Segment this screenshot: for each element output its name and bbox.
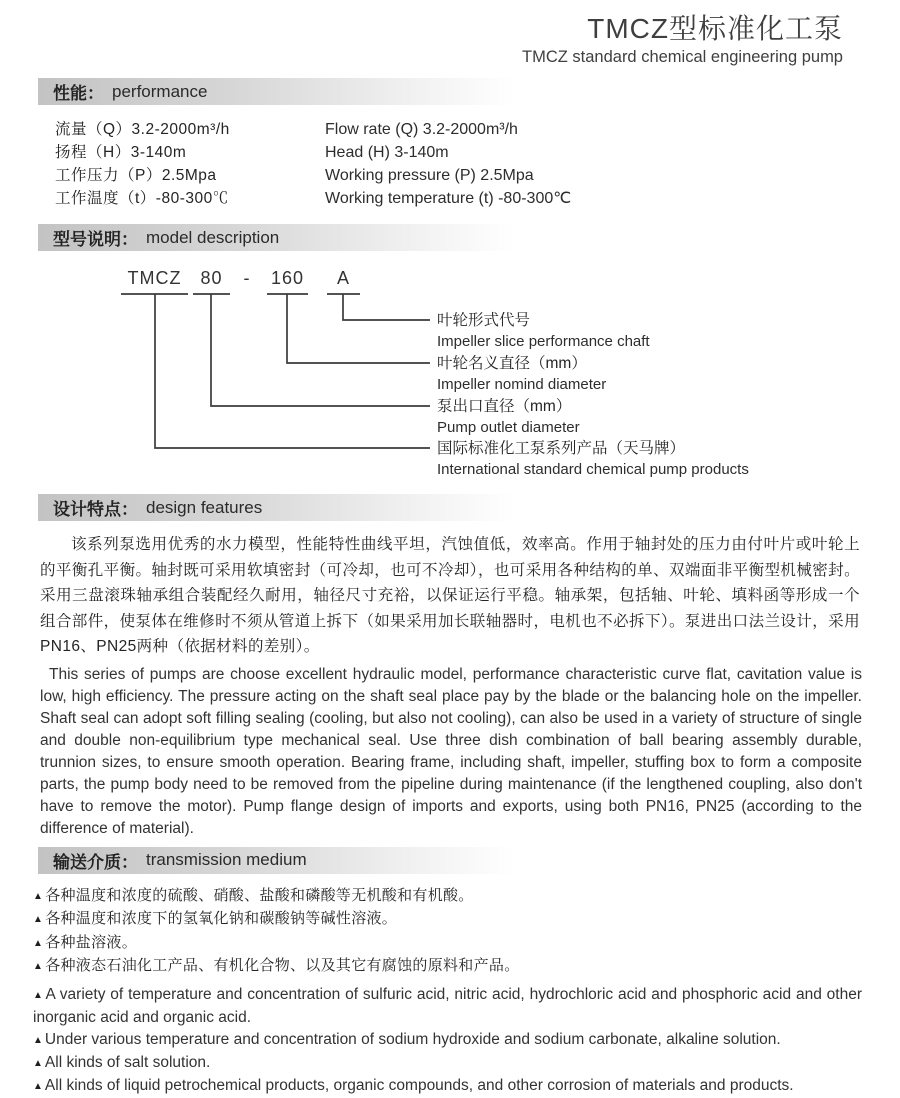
section-heading-zh: 型号说明：: [53, 230, 138, 249]
triangle-bullet-icon: ▲: [33, 937, 44, 949]
bullet-text: 各种温度和浓度的硫酸、硝酸、盐酸和磷酸等无机酸和有机酸。: [45, 886, 474, 904]
triangle-bullet-icon: ▲: [33, 989, 44, 1001]
medium-bullet-zh: [33, 932, 862, 956]
medium-bullets-en: [33, 984, 862, 1098]
section-heading-en: model description: [146, 227, 280, 247]
section-header-design: [38, 494, 516, 521]
triangle-bullet-icon: ▲: [33, 1080, 43, 1092]
model-code-variant: A: [336, 268, 350, 288]
model-label-en: Impeller slice performance chaft: [437, 333, 650, 350]
performance-specs-zh: [55, 118, 323, 210]
triangle-bullet-icon: ▲: [33, 1034, 43, 1046]
model-label-series-product: [437, 438, 749, 480]
model-code-outlet: 80: [200, 268, 223, 288]
spec-flow-zh: 流量（Q）3.2-2000m³/h: [55, 121, 230, 138]
spec-pressure-zh: 工作压力（P）2.5Mpa: [55, 167, 217, 184]
section-heading-en: transmission medium: [146, 850, 307, 869]
title-block: [0, 0, 900, 68]
bullet-text: 各种液态石油化工产品、有机化合物、以及其它有腐蚀的原料和产品。: [45, 957, 520, 974]
design-paragraph-en: This series of pumps are choose excellent hydraulic model, performance characteristic curve flat, cavitation value is low, high efficiency. The pressure acting on the shaft seal place pay by the blade or the balancing hole on the impeller. Shaft seal can adopt soft filling sealing (cooling, but also not cooling), can also be used in a variety of structure of single and double non-equilibrium type mechanical seal. Use three dish combination of ball bearing assembly durable, trunnion sizes, to ensure smooth operation. Bearing frame, including shaft, impeller, stuffing box to form a composite parts, the pump body need to be removed from the pipeline during maintenance (if the lengthened coupling, also don't have to remove the motor). Pump flange design of imports and exports, using both PN16, PN25 (according to the difference of material).: [40, 665, 862, 837]
spec-temperature-en: Working temperature (t) -80-300℃: [325, 190, 572, 207]
model-label-zh: 国际标准化工泵系列产品（天马牌）: [437, 440, 686, 457]
spec-head-en: Head (H) 3-140m: [325, 144, 449, 161]
section-heading-en: performance: [112, 81, 208, 101]
medium-bullet-zh: [33, 908, 862, 932]
bullet-text: A variety of temperature and concentration of sulfuric acid, nitric acid, hydrochloric acid and phosphoric acid and other inorganic acid and organic acid.: [33, 985, 862, 1026]
model-label-impeller-diameter: [437, 353, 606, 395]
model-code-diagram: [0, 267, 900, 483]
medium-bullet-zh: [33, 955, 862, 979]
medium-bullets-zh: [33, 885, 862, 979]
spec-pressure-en: Working pressure (P) 2.5Mpa: [325, 167, 534, 184]
model-label-impeller-code: [437, 310, 650, 352]
triangle-bullet-icon: ▲: [33, 914, 44, 925]
spec-temperature-zh: 工作温度（t）-80-300℃: [55, 190, 229, 207]
medium-bullet-en: [33, 1075, 862, 1098]
performance-specs: [0, 118, 900, 210]
medium-bullet-zh: [33, 885, 862, 909]
bullet-text: All kinds of liquid petrochemical products, organic compounds, and other corrosion of materials and products.: [44, 1076, 794, 1094]
model-label-en: Pump outlet diameter: [437, 419, 580, 436]
model-label-zh: 泵出口直径（mm）: [437, 398, 572, 415]
section-header-medium: [38, 847, 516, 874]
medium-bullet-en: [33, 1029, 862, 1052]
bullet-text: 各种盐溶液。: [45, 933, 138, 951]
spec-flow-en: Flow rate (Q) 3.2-2000m³/h: [325, 121, 518, 138]
design-paragraph-zh: 该系列泵选用优秀的水力模型，性能特性曲线平坦，汽蚀值低，效率高。作用于轴封处的压力由付叶片或叶轮上的平衡孔平衡。轴封既可采用软填密封（可冷却，也可不冷却），也可采用各种结构的单、双端面非平衡型机械密封。采用三盘滚珠轴承组合装配经久耐用，轴径尺寸充裕，以保证运行平稳。轴承架，包括轴、叶轮、填料函等形成一个组合部件，使泵体在维修时不须从管道上拆下（如果采用加长联轴器时，电机也不必拆下）。泵进出口法兰设计，采用PN16、PN25两种（依据材料的差别）。: [40, 536, 860, 655]
medium-bullet-en: [33, 1052, 862, 1075]
section-heading-en: design features: [146, 497, 263, 517]
spec-head-zh: 扬程（H）3-140m: [55, 144, 187, 161]
model-label-zh: 叶轮名义直径（mm）: [437, 355, 587, 372]
page-subtitle: TMCZ standard chemical engineering pump: [522, 48, 843, 66]
page-title: TMCZ型标准化工泵: [587, 13, 843, 44]
model-label-en: Impeller nomind diameter: [437, 376, 607, 393]
model-label-outlet-diameter: [437, 396, 580, 438]
model-label-en: International standard chemical pump products: [437, 461, 749, 478]
section-header-performance: [38, 78, 516, 105]
bullet-text: 各种温度和浓度下的氢氧化钠和碳酸钠等碱性溶液。: [45, 910, 398, 927]
section-heading-zh: 输送介质：: [53, 852, 138, 872]
model-label-zh: 叶轮形式代号: [437, 312, 531, 329]
triangle-bullet-icon: ▲: [33, 890, 44, 902]
section-heading-zh: 设计特点：: [53, 500, 138, 519]
model-code-impeller: 160: [270, 268, 305, 288]
section-heading-zh: 性能：: [53, 84, 104, 103]
performance-specs-en: [325, 118, 571, 210]
model-code-dash: -: [243, 268, 251, 288]
model-code-series: TMCZ: [127, 268, 182, 288]
bullet-text: All kinds of salt solution.: [44, 1053, 211, 1071]
triangle-bullet-icon: ▲: [33, 1057, 43, 1069]
bullet-text: Under various temperature and concentration of sodium hydroxide and sodium carbonate, alkaline solution.: [44, 1030, 781, 1048]
triangle-bullet-icon: ▲: [33, 961, 44, 972]
medium-bullet-en: [33, 984, 862, 1029]
section-header-model: [38, 224, 516, 251]
